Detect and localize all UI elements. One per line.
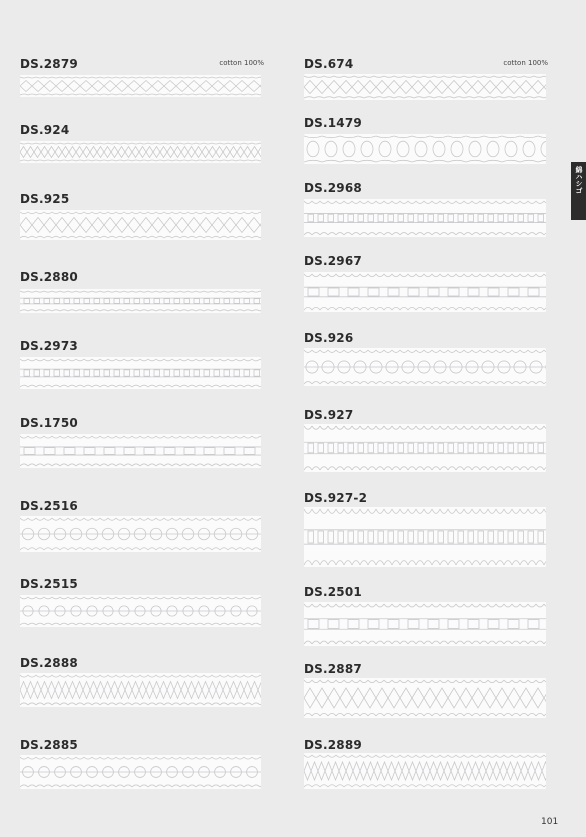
lace-swatch bbox=[304, 272, 546, 312]
lace-swatch bbox=[20, 357, 261, 389]
lace-swatch bbox=[304, 602, 546, 646]
section-index-tab bbox=[571, 162, 586, 220]
lace-swatch bbox=[304, 424, 546, 472]
lace-swatch bbox=[20, 141, 261, 163]
lace-swatch bbox=[20, 595, 261, 627]
product-code: DS.2967 bbox=[304, 254, 362, 268]
lace-texture bbox=[20, 141, 261, 163]
lace-texture bbox=[304, 507, 546, 567]
lace-texture bbox=[20, 289, 261, 313]
material-note: cotton 100% bbox=[503, 59, 548, 67]
product-code: DS.927 bbox=[304, 408, 354, 422]
product-code: DS.2515 bbox=[20, 577, 78, 591]
lace-texture bbox=[20, 210, 261, 240]
lace-item-ds2880 bbox=[20, 270, 264, 320]
lace-texture bbox=[20, 673, 261, 707]
product-code: DS.2516 bbox=[20, 499, 78, 513]
lace-swatch bbox=[304, 753, 546, 789]
lace-item-ds927-2 bbox=[304, 491, 548, 571]
lace-item-ds2968 bbox=[304, 181, 548, 241]
lace-item-ds2889 bbox=[304, 738, 548, 798]
lace-texture bbox=[20, 434, 261, 468]
product-code: DS.674 bbox=[304, 57, 354, 71]
lace-item-ds2879 bbox=[20, 57, 264, 107]
product-code: DS.1479 bbox=[304, 116, 362, 130]
lace-item-ds926 bbox=[304, 331, 548, 391]
lace-item-ds924 bbox=[20, 123, 264, 173]
product-code: DS.927-2 bbox=[304, 491, 368, 505]
product-code: DS.924 bbox=[20, 123, 70, 137]
lace-item-ds927 bbox=[304, 408, 548, 478]
lace-texture bbox=[304, 602, 546, 646]
lace-swatch bbox=[20, 75, 261, 97]
lace-item-ds2516 bbox=[20, 499, 264, 559]
lace-item-ds1750 bbox=[20, 416, 264, 476]
product-code: DS.2973 bbox=[20, 339, 78, 353]
lace-texture bbox=[304, 678, 546, 718]
lace-item-ds674 bbox=[304, 57, 548, 107]
product-code: DS.925 bbox=[20, 192, 70, 206]
lace-swatch bbox=[20, 673, 261, 707]
product-code: DS.2880 bbox=[20, 270, 78, 284]
product-code: DS.2879 bbox=[20, 57, 78, 71]
lace-swatch bbox=[20, 210, 261, 240]
lace-swatch bbox=[304, 134, 546, 164]
product-code: DS.2968 bbox=[304, 181, 362, 195]
product-code: DS.2888 bbox=[20, 656, 78, 670]
lace-texture bbox=[304, 74, 546, 100]
product-code: DS.1750 bbox=[20, 416, 78, 430]
lace-item-ds2973 bbox=[20, 339, 264, 399]
lace-swatch bbox=[20, 755, 261, 789]
product-code: DS.926 bbox=[304, 331, 354, 345]
lace-item-ds2887 bbox=[304, 662, 548, 722]
lace-texture bbox=[20, 595, 261, 627]
material-note: cotton 100% bbox=[219, 59, 264, 67]
product-code: DS.2889 bbox=[304, 738, 362, 752]
lace-item-ds2501 bbox=[304, 585, 548, 655]
lace-item-ds1479 bbox=[304, 116, 548, 176]
lace-texture bbox=[304, 134, 546, 164]
lace-swatch bbox=[304, 507, 546, 567]
lace-swatch bbox=[304, 199, 546, 237]
lace-item-ds2967 bbox=[304, 254, 548, 314]
lace-texture bbox=[304, 272, 546, 312]
lace-item-ds925 bbox=[20, 192, 264, 252]
lace-texture bbox=[304, 753, 546, 789]
lace-texture bbox=[20, 75, 261, 97]
lace-texture bbox=[20, 357, 261, 389]
lace-swatch bbox=[304, 678, 546, 718]
lace-texture bbox=[304, 348, 546, 386]
page-number: 101 bbox=[541, 817, 559, 827]
lace-item-ds2888 bbox=[20, 656, 264, 716]
lace-swatch bbox=[304, 348, 546, 386]
lace-swatch bbox=[304, 74, 546, 100]
section-index-label: 綿ハシゴ bbox=[575, 166, 583, 194]
lace-texture bbox=[304, 424, 546, 472]
lace-texture bbox=[20, 755, 261, 789]
lace-item-ds2885 bbox=[20, 738, 264, 798]
lace-swatch bbox=[20, 516, 261, 552]
lace-item-ds2515 bbox=[20, 577, 264, 637]
lace-texture bbox=[304, 199, 546, 237]
product-code: DS.2885 bbox=[20, 738, 78, 752]
product-code: DS.2501 bbox=[304, 585, 362, 599]
lace-swatch bbox=[20, 289, 261, 313]
lace-texture bbox=[20, 516, 261, 552]
lace-swatch bbox=[20, 434, 261, 468]
product-code: DS.2887 bbox=[304, 662, 362, 676]
